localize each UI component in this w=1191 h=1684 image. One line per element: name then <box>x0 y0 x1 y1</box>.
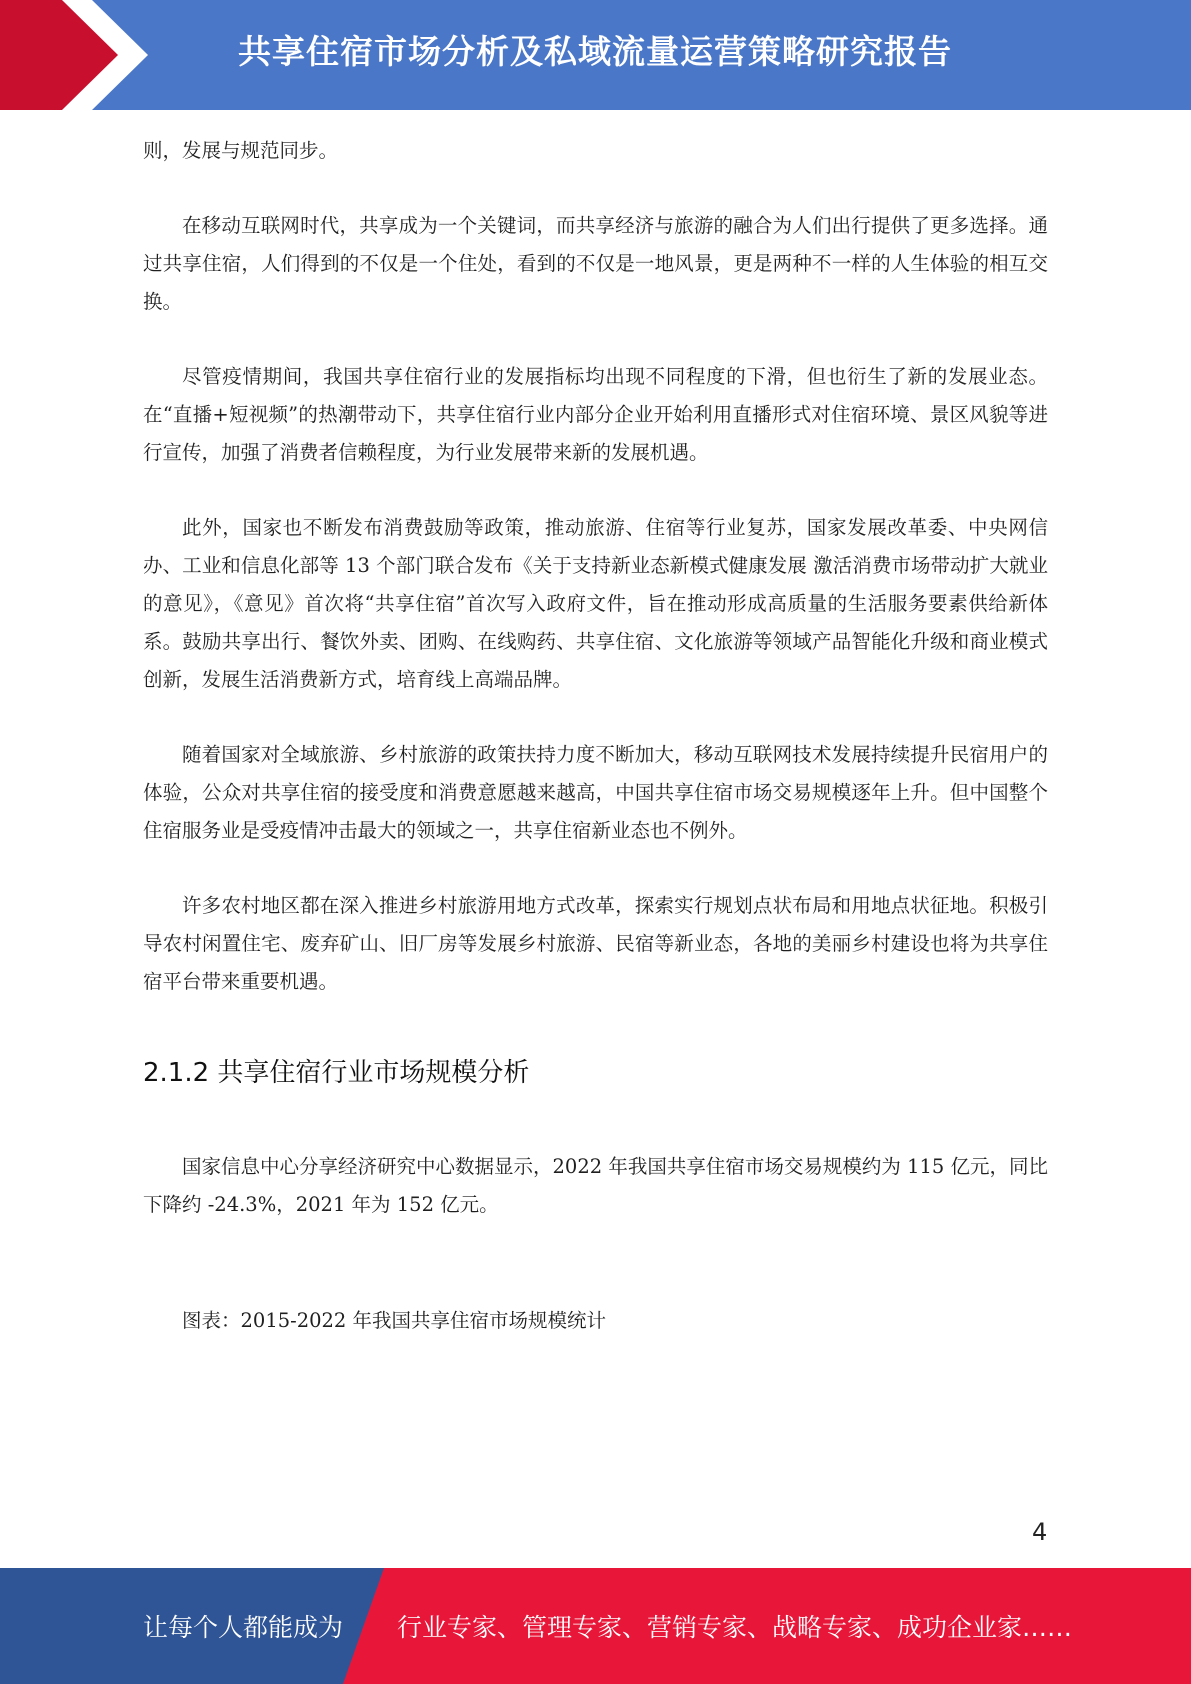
paragraph-market-size: 国家信息中心分享经济研究中心数据显示，2022 年我国共享住宿市场交易规模约为 115 亿元，同比下降约 -24.3%，2021 年为 152 亿元。 <box>143 1155 1048 1216</box>
paragraph-rural-tourism: 随着国家对全域旅游、乡村旅游的政策扶持力度不断加大，移动互联网技术发展持续提升民宿用户的体验，公众对共享住宿的接受度和消费意愿越来越高，中国共享住宿市场交易规模逐年上升。但中国整个住宿服务业是受疫情冲击最大的领域之一，共享住宿新业态也不例外。 <box>143 743 1048 842</box>
paragraph-policy: 此外，国家也不断发布消费鼓励等政策，推动旅游、住宿等行业复苏，国家发展改革委、中央网信办、工业和信息化部等 13 个部门联合发布《关于支持新业态新模式健康发展 激活消费市场带动扩大就业的意见》，《意见》首次将“共享住宿”首次写入政府文件，旨在推动形成高质量的生活服务要素供给新体系。鼓励共享出行、餐饮外卖、团购、在线购药、共享住宿、文化旅游等领域产品智能化升级和商业模式创新，发展生活消费新方式，培育线上高端品牌。 <box>143 516 1048 691</box>
figure-caption: 图表：2015-2022 年我国共享住宿市场规模统计 <box>182 1309 607 1332</box>
page-number: 4 <box>1032 1518 1048 1546</box>
paragraph-continuation: 则，发展与规范同步。 <box>143 139 339 162</box>
header-chevron-decoration <box>0 0 160 110</box>
footer-slogan-left: 让每个人都能成为 <box>143 1613 344 1642</box>
page-content <box>143 132 1048 1340</box>
footer-slogan-right: 行业专家、管理专家、营销专家、战略专家、成功企业家…… <box>397 1613 1073 1642</box>
section-heading: 2.1.2 共享住宿行业市场规模分析 <box>143 1058 530 1088</box>
report-title: 共享住宿市场分析及私域流量运营策略研究报告 <box>238 32 952 71</box>
page-header <box>0 0 1191 110</box>
paragraph-rural-land-reform: 许多农村地区都在深入推进乡村旅游用地方式改革，探索实行规划点状布局和用地点状征地。积极引导农村闲置住宅、废弃矿山、旧厂房等发展乡村旅游、民宿等新业态，各地的美丽乡村建设也将为共享住宿平台带来重要机遇。 <box>143 894 1048 993</box>
page-footer <box>0 1568 1191 1684</box>
paragraph-pandemic-impact: 尽管疫情期间，我国共享住宿行业的发展指标均出现不同程度的下滑，但也衍生了新的发展业态。在“直播+短视频”的热潮带动下，共享住宿行业内部分企业开始利用直播形式对住宿环境、景区风貌等进行宣传，加强了消费者信赖程度，为行业发展带来新的发展机遇。 <box>143 365 1048 464</box>
paragraph-mobile-internet: 在移动互联网时代，共享成为一个关键词，而共享经济与旅游的融合为人们出行提供了更多选择。通过共享住宿，人们得到的不仅是一个住处，看到的不仅是一地风景，更是两种不一样的人生体验的相互交换。 <box>143 214 1048 313</box>
